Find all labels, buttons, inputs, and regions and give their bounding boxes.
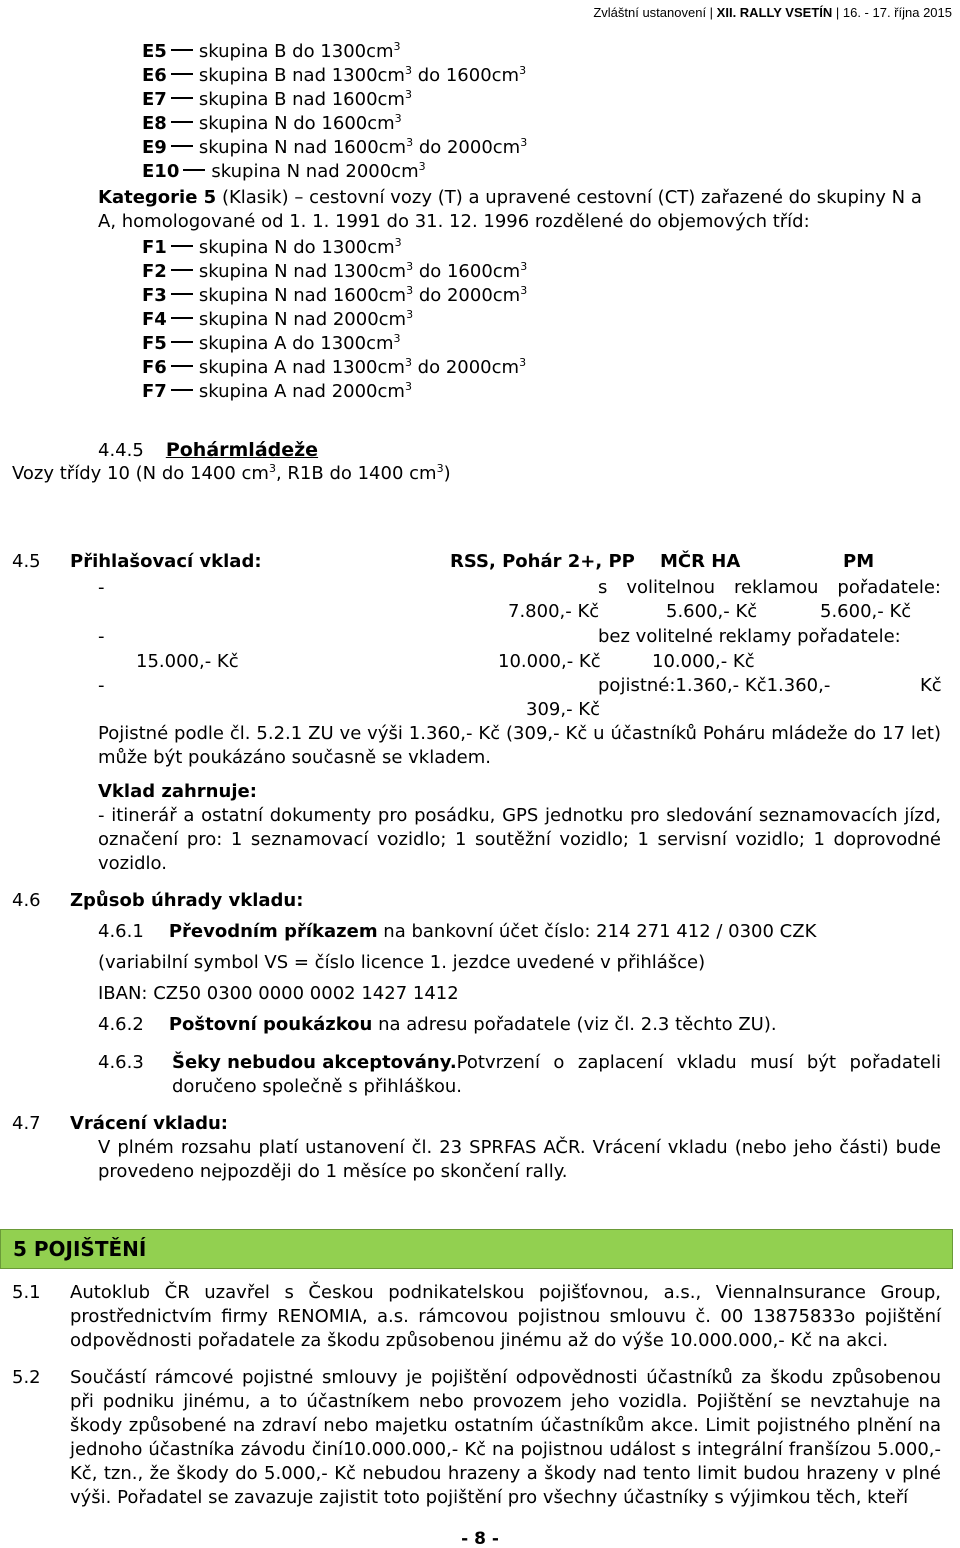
fee-row-insurance-kc: Kč: [920, 675, 942, 696]
dash-separator: [171, 365, 193, 367]
payment-4-6-2: [98, 1013, 777, 1037]
fee-no-ads-mcr: 10.000,- Kč: [498, 651, 601, 672]
class-item: [142, 40, 527, 64]
class-list-f: [142, 236, 527, 404]
class-item: [142, 112, 527, 136]
superscript: 3: [519, 64, 527, 77]
class-item: [142, 64, 527, 88]
superscript: 3: [393, 40, 401, 53]
superscript: 3: [394, 112, 402, 125]
refund-text: V plném rozsahu platí ustanovení čl. 23 SPRFAS AČR. Vrácení vkladu (nebo jeho části) bude provedeno nejpozději do 1 měsíce po skončení rally.: [98, 1137, 941, 1182]
section-5-2-text: Součástí rámcové pojistné smlouvy je pojištění odpovědnosti účastníků za škodu způsobenou při podniku jinému, a to účastníkem nebo provozem jeho vozidla. Pojištění se nevztahuje na škody způsobené na zdraví nebo majetku ostatním účastníkům akce. Limit pojistného plnění na jednoho účastníka závodu činí10.000.000,- Kč na pojistnou událost s integrální franšízou 5.000,- Kč, tzn., že škody do 5.000,- Kč nebudou hrazeny a škody nad tento limit budou hrazeny v plné výši. Pořadatel se zavazuje zajistit toto pojištění pro všechny účastníky s výjimkou těch, kteří: [70, 1367, 941, 1508]
section-4-5-number: 4.5: [12, 551, 41, 572]
class-text: skupina B nad 1600cm: [198, 89, 405, 110]
bank-account-text: na bankovní účet číslo: 214 271 412 / 0300 CZK: [377, 921, 817, 942]
class-item: [142, 260, 527, 284]
class-text: skupina N do 1600cm: [198, 113, 395, 134]
superscript: 3: [519, 356, 527, 369]
class-text-mid: do 2000cm: [411, 357, 520, 378]
fee-column-mcr-ha: MČR HA: [660, 551, 741, 572]
class-item: [142, 380, 527, 404]
pohar-mladeze-text: [12, 462, 451, 486]
dash-separator: [171, 341, 193, 343]
class-code: E9: [142, 137, 167, 158]
fee-column-pm: PM: [843, 551, 875, 572]
payment-method-postal: Poštovní poukázkou: [168, 1014, 373, 1035]
superscript: 3: [393, 332, 401, 345]
class-code: F3: [142, 285, 167, 306]
class-text: skupina N nad 2000cm: [211, 161, 419, 182]
superscript: 3: [406, 284, 414, 297]
superscript: 3: [406, 308, 414, 321]
pohar-text-part1: Vozy třídy 10 (N do 1400 cm: [12, 463, 269, 484]
class-item: [142, 88, 527, 112]
fee-column-rss: RSS, Pohár 2+, PP: [450, 551, 635, 572]
kategorie-5-line2: A, homologované od 1. 1. 1991 do 31. 12. 1996 rozdělené do objemových tříd:: [98, 211, 810, 232]
class-text: skupina B do 1300cm: [198, 41, 394, 62]
fee-insurance-pm: 309,- Kč: [526, 699, 600, 720]
page-number: - 8 -: [461, 1529, 499, 1548]
payment-confirmation-text-2: doručeno společně s přihláškou.: [172, 1076, 463, 1097]
fee-with-ads-rss: 7.800,- Kč: [508, 601, 600, 622]
class-code: F1: [142, 237, 167, 258]
section-4-6-number: 4.6: [12, 890, 41, 911]
dash-separator: [171, 145, 193, 147]
section-number: 4.4.5: [98, 440, 144, 461]
class-text-mid: do 2000cm: [413, 137, 521, 158]
section-4-7-title: Vrácení vkladu:: [70, 1113, 229, 1134]
superscript: 3: [268, 462, 276, 475]
class-text-mid: do 1600cm: [411, 65, 520, 86]
superscript: 3: [394, 236, 402, 249]
class-code: F6: [142, 357, 167, 378]
superscript: 3: [404, 380, 412, 393]
dash-separator: [171, 49, 193, 51]
class-text: skupina A do 1300cm: [198, 333, 394, 354]
class-text: skupina B nad 1300cm: [198, 65, 405, 86]
kategorie-5-label: Kategorie 5: [98, 187, 217, 208]
section-5-title: 5 POJIŠTĚNÍ: [13, 1237, 147, 1261]
dash-separator: [171, 317, 193, 319]
class-text: skupina N nad 1300cm: [198, 261, 407, 282]
class-text-mid: do 1600cm: [413, 261, 521, 282]
class-code: F7: [142, 381, 167, 402]
header-rally-name: XII. RALLY VSETÍN: [716, 5, 833, 20]
class-item: [142, 284, 527, 308]
class-code: E5: [142, 41, 167, 62]
superscript: 3: [406, 136, 414, 149]
section-5-1-text: Autoklub ČR uzavřel s Českou podnikatelskou pojišťovnou, a.s., ViennaInsurance Group, prostřednictvím firmy RENOMIA, a.s. rámcovou pojistnou smlouvu č. 00 13875833o pojištění odpovědnosti pořadatele za škodu způsobenou jinému až do výše 10.000.000,- Kč na akci.: [70, 1282, 941, 1351]
class-text-mid: do 2000cm: [413, 285, 521, 306]
class-code: F5: [142, 333, 167, 354]
dash-separator: [171, 121, 193, 123]
class-item: [142, 308, 527, 332]
class-code: E7: [142, 89, 167, 110]
fee-row-with-ads-label: s volitelnou reklamou pořadatele:: [598, 577, 941, 598]
class-text: skupina N nad 1600cm: [198, 285, 407, 306]
superscript: 3: [404, 88, 412, 101]
cheques-not-accepted: Šeky nebudou akceptovány.: [172, 1052, 457, 1073]
payment-4-6-1: [98, 920, 816, 944]
insurance-note: Pojistné podle čl. 5.2.1 ZU ve výši 1.360,- Kč (309,- Kč u účastníků Poháru mládeže do 17 let) může být poukázáno současně se vkladem.: [98, 723, 941, 768]
fee-row-dash: -: [98, 675, 105, 696]
superscript: 3: [404, 356, 412, 369]
superscript: 3: [418, 160, 426, 173]
class-text: skupina N do 1300cm: [198, 237, 395, 258]
fee-includes-text: - itinerář a ostatní dokumenty pro posádku, GPS jednotku pro sledování seznamovacích jízd, označení pro: 1 seznamovací vozidlo; 1 soutěžní vozidlo; 1 servisní vozidlo; 1 doprovodné vozidlo.: [98, 805, 941, 874]
dash-separator: [171, 73, 193, 75]
class-code: E8: [142, 113, 167, 134]
class-text: skupina N nad 1600cm: [198, 137, 407, 158]
superscript: 3: [404, 64, 412, 77]
class-code: F2: [142, 261, 167, 282]
superscript: 3: [520, 260, 528, 273]
section-title: Pohármládeže: [165, 439, 319, 461]
class-item: [142, 136, 527, 160]
class-item: [142, 236, 527, 260]
class-item: [142, 332, 527, 356]
fee-row-dash: -: [98, 577, 105, 598]
fee-row-dash: -: [98, 626, 105, 647]
section-4-4-5-heading: [98, 438, 318, 463]
superscript: 3: [520, 136, 528, 149]
superscript: 3: [520, 284, 528, 297]
class-code: E10: [142, 161, 180, 182]
class-code: E6: [142, 65, 167, 86]
fee-with-ads-pm: 5.600,- Kč: [820, 601, 912, 622]
class-text: skupina A nad 1300cm: [198, 357, 405, 378]
section-4-5-title: Přihlašovací vklad:: [70, 551, 262, 572]
fee-row-insurance-label: pojistné:1.360,- Kč1.360,-: [598, 675, 831, 696]
payment-confirmation-text: Potvrzení o zaplacení vkladu musí být pořadateli: [456, 1052, 941, 1073]
class-text: skupina A nad 2000cm: [198, 381, 405, 402]
superscript: 3: [436, 462, 444, 475]
class-text: skupina N nad 2000cm: [198, 309, 407, 330]
postal-text: na adresu pořadatele (viz čl. 2.3 těchto ZU).: [372, 1014, 777, 1035]
fee-row-no-ads-label: bez volitelné reklamy pořadatele:: [598, 626, 901, 647]
variable-symbol-text: (variabilní symbol VS = číslo licence 1. jezdce uvedené v přihlášce): [98, 952, 706, 973]
fee-no-ads-pm: 10.000,- Kč: [652, 651, 755, 672]
section-4-6-title: Způsob úhrady vkladu:: [70, 890, 304, 911]
dash-separator: [183, 169, 205, 171]
class-item: [142, 160, 527, 184]
class-item: [142, 356, 527, 380]
item-number: 4.6.3: [98, 1052, 144, 1073]
fee-with-ads-mcr: 5.600,- Kč: [666, 601, 758, 622]
section-5-1-number: 5.1: [12, 1282, 41, 1303]
page-header: [593, 1, 952, 25]
superscript: 3: [406, 260, 414, 273]
dash-separator: [171, 97, 193, 99]
fee-includes-title: Vklad zahrnuje:: [98, 781, 257, 802]
payment-method-transfer: Převodním příkazem: [168, 921, 378, 942]
dash-separator: [171, 245, 193, 247]
iban-text: IBAN: CZ50 0300 0000 0002 1427 1412: [98, 983, 459, 1004]
dash-separator: [171, 269, 193, 271]
header-dates: | 16. - 17. října 2015: [832, 5, 952, 20]
kategorie-5-paragraph: [98, 186, 922, 234]
payment-4-6-3: [172, 1051, 941, 1099]
class-code: F4: [142, 309, 167, 330]
header-prefix: Zvláštní ustanovení |: [593, 5, 717, 20]
class-list-e: [142, 40, 527, 184]
item-number: 4.6.2: [98, 1014, 144, 1035]
dash-separator: [171, 293, 193, 295]
section-5-banner: [0, 1229, 953, 1269]
section-4-7-number: 4.7: [12, 1113, 41, 1134]
pohar-text-part2: , R1B do 1400 cm: [275, 463, 437, 484]
fee-no-ads-rss: 15.000,- Kč: [136, 651, 239, 672]
section-5-2-number: 5.2: [12, 1367, 41, 1388]
kategorie-5-line1: (Klasik) – cestovní vozy (T) a upravené cestovní (CT) zařazené do skupiny N a: [216, 187, 922, 208]
pohar-text-part3: ): [443, 463, 451, 484]
item-number: 4.6.1: [98, 921, 144, 942]
dash-separator: [171, 389, 193, 391]
